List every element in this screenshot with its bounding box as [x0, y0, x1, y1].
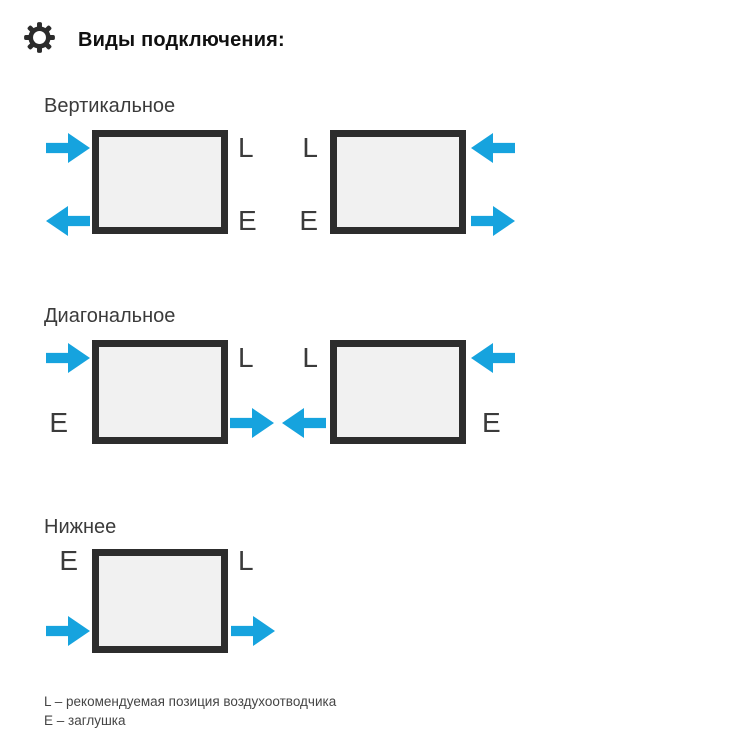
section-title-diagonal: Диагональное [44, 305, 176, 327]
port-label-l: L [238, 132, 254, 163]
port-label-l: L [302, 342, 318, 373]
port-label-e: E [49, 407, 68, 438]
inlet-arrow-right-icon [46, 343, 90, 373]
port-label-l: L [238, 545, 254, 576]
section-title-bottom: Нижнее [44, 516, 117, 538]
outlet-arrow-left-icon [282, 408, 326, 438]
legend-line-l: L – рекомендуемая позиция воздухоотводчика [44, 694, 337, 709]
outlet-arrow-right-icon [230, 408, 274, 438]
outlet-arrow-left-icon [46, 206, 90, 236]
port-label-e: E [238, 205, 257, 236]
radiator-box [330, 340, 466, 444]
port-label-l: L [238, 342, 254, 373]
legend-line-e: E – заглушка [44, 712, 126, 728]
port-label-e: E [59, 545, 78, 576]
radiator-box [92, 340, 228, 444]
radiator-box [92, 130, 228, 234]
legend [44, 693, 336, 730]
inlet-arrow-left-icon [471, 133, 515, 163]
page-title: Виды подключения: [78, 29, 285, 51]
radiator-box [330, 130, 466, 234]
port-label-e: E [299, 205, 318, 236]
port-label-e: E [482, 407, 501, 438]
inlet-arrow-left-icon [471, 343, 515, 373]
outlet-arrow-right-icon [231, 616, 275, 646]
port-label-l: L [302, 132, 318, 163]
inlet-arrow-right-icon [46, 133, 90, 163]
inlet-arrow-right-icon [46, 616, 90, 646]
outlet-arrow-right-icon [471, 206, 515, 236]
section-title-vertical: Вертикальное [44, 95, 176, 117]
radiator-box [92, 549, 228, 653]
gear-icon [23, 21, 56, 54]
